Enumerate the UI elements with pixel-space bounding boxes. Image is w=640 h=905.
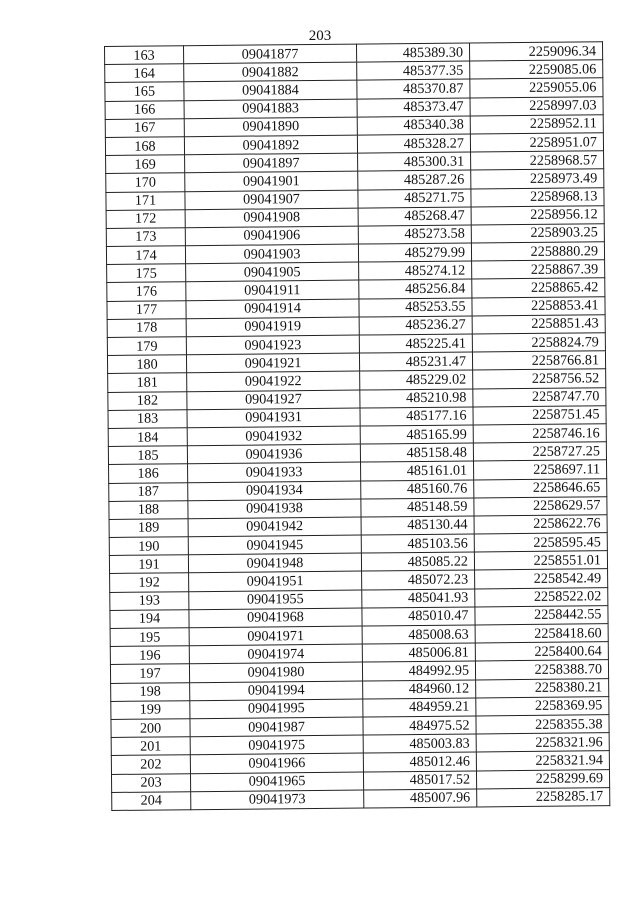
x-coordinate-cell: 485373.47: [357, 98, 470, 117]
point-id-cell: 09041884: [184, 80, 357, 100]
y-coordinate-cell: 2258766.81: [472, 351, 605, 370]
point-id-cell: 09041933: [188, 462, 361, 482]
point-number-cell: 170: [106, 173, 185, 192]
point-number-cell: 165: [105, 82, 184, 101]
point-id-cell: 09041995: [190, 699, 363, 719]
x-coordinate-cell: 485130.44: [361, 516, 474, 535]
y-coordinate-cell: 2258442.55: [475, 606, 608, 625]
point-id-cell: 09041971: [189, 626, 362, 646]
point-number-cell: 189: [109, 519, 188, 538]
point-id-cell: 09041922: [187, 371, 360, 391]
x-coordinate-cell: 485287.26: [358, 170, 471, 189]
point-number-cell: 201: [111, 737, 190, 756]
y-coordinate-cell: 2258380.21: [476, 678, 609, 697]
point-number-cell: 181: [108, 373, 187, 392]
x-coordinate-cell: 485006.81: [362, 643, 475, 662]
y-coordinate-cell: 2259055.06: [470, 78, 603, 97]
point-id-cell: 09041942: [188, 517, 361, 537]
x-coordinate-cell: 485017.52: [363, 770, 476, 789]
y-coordinate-cell: 2258400.64: [475, 642, 608, 661]
x-coordinate-cell: 485165.99: [360, 425, 473, 444]
table-row: [112, 787, 610, 810]
x-coordinate-cell: 485377.35: [357, 61, 470, 80]
point-number-cell: 173: [106, 228, 185, 247]
y-coordinate-cell: 2258952.11: [470, 114, 603, 133]
point-id-cell: 09041965: [190, 772, 363, 792]
y-coordinate-cell: 2258973.49: [471, 169, 604, 188]
x-coordinate-cell: 484992.95: [362, 661, 475, 680]
point-number-cell: 167: [105, 118, 184, 137]
point-id-cell: 09041921: [186, 353, 359, 373]
point-number-cell: 184: [108, 428, 187, 447]
x-coordinate-cell: 485161.01: [361, 461, 474, 480]
point-id-cell: 09041975: [190, 735, 363, 755]
point-id-cell: 09041908: [185, 208, 358, 228]
point-id-cell: 09041923: [186, 335, 359, 355]
y-coordinate-cell: 2258968.57: [471, 151, 604, 170]
point-number-cell: 180: [107, 355, 186, 374]
point-id-cell: 09041945: [188, 535, 361, 555]
x-coordinate-cell: 485253.55: [359, 298, 472, 317]
x-coordinate-cell: 485340.38: [357, 116, 470, 135]
point-number-cell: 176: [107, 282, 186, 301]
point-id-cell: 09041919: [186, 317, 359, 337]
point-number-cell: 182: [108, 391, 187, 410]
x-coordinate-cell: 485274.12: [359, 261, 472, 280]
x-coordinate-cell: 485328.27: [357, 134, 470, 153]
point-id-cell: 09041877: [184, 44, 357, 64]
x-coordinate-cell: 485268.47: [358, 207, 471, 226]
y-coordinate-cell: 2258756.52: [473, 369, 606, 388]
point-id-cell: 09041892: [184, 135, 357, 155]
point-id-cell: 09041897: [185, 153, 358, 173]
point-id-cell: 09041905: [186, 262, 359, 282]
y-coordinate-cell: 2258751.45: [473, 405, 606, 424]
y-coordinate-cell: 2258697.11: [474, 460, 607, 479]
y-coordinate-cell: 2258321.96: [476, 733, 609, 752]
y-coordinate-cell: 2258321.94: [476, 751, 609, 770]
y-coordinate-cell: 2258851.43: [472, 315, 605, 334]
y-coordinate-cell: 2258595.45: [474, 533, 607, 552]
point-number-cell: 194: [110, 610, 189, 629]
point-number-cell: 168: [105, 137, 184, 156]
y-coordinate-cell: 2258522.02: [475, 587, 608, 606]
y-coordinate-cell: 2258903.25: [471, 224, 604, 243]
point-id-cell: 09041966: [190, 753, 363, 773]
x-coordinate-cell: 485256.84: [359, 279, 472, 298]
point-id-cell: 09041936: [187, 444, 360, 464]
point-id-cell: 09041938: [188, 499, 361, 519]
point-number-cell: 166: [105, 100, 184, 119]
x-coordinate-cell: 485300.31: [358, 152, 471, 171]
point-number-cell: 197: [110, 664, 189, 683]
y-coordinate-cell: 2258629.57: [474, 496, 607, 515]
point-id-cell: 09041927: [187, 390, 360, 410]
y-coordinate-cell: 2258951.07: [470, 133, 603, 152]
point-id-cell: 09041931: [187, 408, 360, 428]
x-coordinate-cell: 485103.56: [361, 534, 474, 553]
y-coordinate-cell: 2258997.03: [470, 96, 603, 115]
point-id-cell: 09041934: [188, 481, 361, 501]
x-coordinate-cell: 485072.23: [362, 570, 475, 589]
point-number-cell: 202: [111, 755, 190, 774]
point-id-cell: 09041903: [185, 244, 358, 264]
y-coordinate-cell: 2258727.25: [473, 442, 606, 461]
y-coordinate-cell: 2258646.65: [474, 478, 607, 497]
y-coordinate-cell: 2258880.29: [471, 242, 604, 261]
point-number-cell: 183: [108, 409, 187, 428]
x-coordinate-cell: 485148.59: [361, 498, 474, 517]
point-id-cell: 09041901: [185, 171, 358, 191]
point-number-cell: 196: [110, 646, 189, 665]
y-coordinate-cell: 2258551.01: [474, 551, 607, 570]
x-coordinate-cell: 484959.21: [363, 698, 476, 717]
x-coordinate-cell: 485003.83: [363, 734, 476, 753]
point-number-cell: 172: [106, 209, 185, 228]
point-number-cell: 178: [107, 319, 186, 338]
point-id-cell: 09041987: [190, 717, 363, 737]
x-coordinate-cell: 484975.52: [363, 716, 476, 735]
point-number-cell: 203: [111, 773, 190, 792]
x-coordinate-cell: 485370.87: [357, 79, 470, 98]
x-coordinate-cell: 484960.12: [363, 680, 476, 699]
y-coordinate-cell: 2258369.95: [476, 696, 609, 715]
point-id-cell: 09041890: [184, 117, 357, 137]
point-id-cell: 09041907: [185, 190, 358, 210]
x-coordinate-cell: 485210.98: [360, 389, 473, 408]
x-coordinate-cell: 485225.41: [359, 334, 472, 353]
y-coordinate-cell: 2258853.41: [472, 296, 605, 315]
point-number-cell: 193: [110, 591, 189, 610]
x-coordinate-cell: 485158.48: [360, 443, 473, 462]
y-coordinate-cell: 2258285.17: [477, 787, 610, 806]
point-id-cell: 09041911: [186, 281, 359, 301]
y-coordinate-cell: 2258299.69: [476, 769, 609, 788]
y-coordinate-cell: 2258418.60: [475, 624, 608, 643]
point-number-cell: 198: [111, 682, 190, 701]
coordinates-table-body: [105, 42, 610, 811]
x-coordinate-cell: 485279.99: [358, 243, 471, 262]
x-coordinate-cell: 485177.16: [360, 407, 473, 426]
x-coordinate-cell: 485012.46: [363, 752, 476, 771]
page-number: 203: [308, 28, 332, 44]
point-id-cell: 09041948: [188, 553, 361, 573]
y-coordinate-cell: 2258968.13: [471, 187, 604, 206]
y-coordinate-cell: 2258388.70: [475, 660, 608, 679]
point-number-cell: 175: [107, 264, 186, 283]
x-coordinate-cell: 485231.47: [359, 352, 472, 371]
point-id-cell: 09041906: [185, 226, 358, 246]
x-coordinate-cell: 485236.27: [359, 316, 472, 335]
point-id-cell: 09041980: [189, 662, 362, 682]
x-coordinate-cell: 485389.30: [356, 43, 469, 62]
x-coordinate-cell: 485041.93: [362, 589, 475, 608]
y-coordinate-cell: 2258824.79: [472, 333, 605, 352]
point-id-cell: 09041955: [189, 590, 362, 610]
y-coordinate-cell: 2259085.06: [470, 60, 603, 79]
coordinates-table: [104, 41, 610, 811]
x-coordinate-cell: 485160.76: [361, 479, 474, 498]
y-coordinate-cell: 2259096.34: [469, 42, 602, 61]
x-coordinate-cell: 485010.47: [362, 607, 475, 626]
coordinates-table-wrapper: [104, 41, 604, 811]
point-number-cell: 200: [111, 719, 190, 738]
point-number-cell: 163: [105, 46, 184, 65]
point-number-cell: 190: [109, 537, 188, 556]
y-coordinate-cell: 2258542.49: [475, 569, 608, 588]
point-id-cell: 09041968: [189, 608, 362, 628]
point-number-cell: 174: [106, 246, 185, 265]
point-number-cell: 169: [106, 155, 185, 174]
point-number-cell: 188: [109, 500, 188, 519]
point-number-cell: 171: [106, 191, 185, 210]
y-coordinate-cell: 2258355.38: [476, 715, 609, 734]
y-coordinate-cell: 2258746.16: [473, 424, 606, 443]
point-id-cell: 09041883: [184, 99, 357, 119]
x-coordinate-cell: 485273.58: [358, 225, 471, 244]
point-id-cell: 09041994: [190, 681, 363, 701]
x-coordinate-cell: 485085.22: [361, 552, 474, 571]
point-number-cell: 177: [107, 300, 186, 319]
point-id-cell: 09041932: [187, 426, 360, 446]
y-coordinate-cell: 2258867.39: [472, 260, 605, 279]
x-coordinate-cell: 485007.96: [364, 789, 477, 808]
point-id-cell: 09041914: [186, 299, 359, 319]
point-id-cell: 09041973: [191, 790, 364, 810]
y-coordinate-cell: 2258747.70: [473, 387, 606, 406]
point-number-cell: 195: [110, 628, 189, 647]
y-coordinate-cell: 2258622.76: [474, 515, 607, 534]
point-number-cell: 191: [109, 555, 188, 574]
point-id-cell: 09041974: [189, 644, 362, 664]
point-number-cell: 179: [107, 337, 186, 356]
point-number-cell: 186: [109, 464, 188, 483]
point-id-cell: 09041951: [189, 571, 362, 591]
point-number-cell: 192: [110, 573, 189, 592]
point-number-cell: 199: [111, 700, 190, 719]
point-number-cell: 185: [108, 446, 187, 465]
x-coordinate-cell: 485008.63: [362, 625, 475, 644]
y-coordinate-cell: 2258865.42: [472, 278, 605, 297]
y-coordinate-cell: 2258956.12: [471, 205, 604, 224]
point-number-cell: 164: [105, 64, 184, 83]
point-number-cell: 204: [112, 791, 191, 810]
x-coordinate-cell: 485229.02: [360, 370, 473, 389]
x-coordinate-cell: 485271.75: [358, 188, 471, 207]
point-id-cell: 09041882: [184, 62, 357, 82]
point-number-cell: 187: [109, 482, 188, 501]
